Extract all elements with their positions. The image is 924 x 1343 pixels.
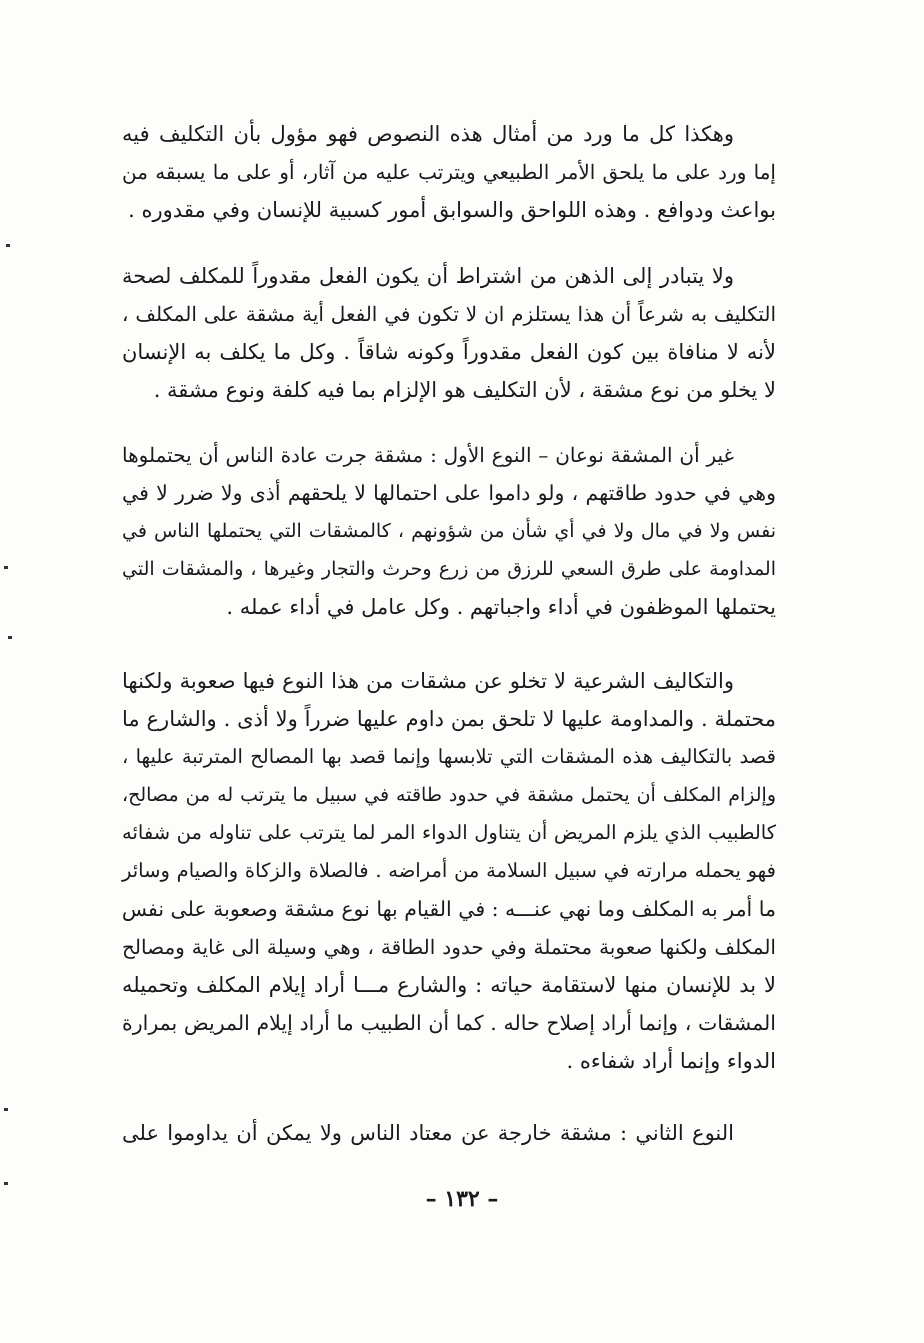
- text-line: فهو يحمله مرارته في سبيل السلامة من أمراضه . فالصلاة والزكاة والصيام وسائر: [122, 859, 776, 882]
- margin-speck: [4, 1108, 8, 1111]
- paragraph: [122, 257, 776, 409]
- text-line: بواعث ودوافع . وهذه اللواحق والسوابق أمور كسبية للإنسان وفي مقدوره .: [128, 198, 776, 222]
- text-line: والتكاليف الشرعية لا تخلو عن مشقات من هذا النوع فيها صعوبة ولكنها: [122, 669, 734, 693]
- text-line: نفس ولا في مال ولا في أي شأن من شؤونهم ، كالمشقات التي يحتملها الناس في: [122, 520, 776, 542]
- paragraph: [122, 436, 776, 626]
- margin-speck: [4, 1182, 8, 1185]
- margin-speck: [4, 566, 8, 569]
- text-line: وهكذا كل ما ورد من أمثال هذه النصوص فهو مؤول بأن التكليف فيه: [122, 122, 734, 146]
- margin-speck: [8, 636, 12, 639]
- text-line: ما أمر به المكلف وما نهي عنـــه : في القيام بها نوع مشقة وصعوبة على نفس: [121, 897, 776, 921]
- text-line: المداومة على طرق السعي للرزق من زرع وحرث والتجار وغيرها ، والمشقات التي: [122, 558, 776, 580]
- text-line: النوع الثاني : مشقة خارجة عن معتاد الناس ولا يمكن أن يداوموا على: [122, 1121, 734, 1145]
- text-line: محتملة . والمداومة عليها لا تلحق بمن داوم عليها ضرراً ولا أذى . والشارع ما: [122, 707, 776, 731]
- margin-speck: [6, 244, 10, 247]
- page-number: – ١٣٢ –: [425, 1186, 499, 1212]
- text-line: غير أن المشقة نوعان – النوع الأول : مشقة جرت عادة الناس أن يحتملوها: [122, 443, 734, 467]
- text-line: لا يخلو من نوع مشقة ، لأن التكليف هو الإلزام بما فيه كلفة ونوع مشقة .: [153, 378, 776, 402]
- text-line: لا بد للإنسان منها لاستقامة حياته : والشارع مـــا أراد إيلام المكلف وتحميله: [122, 973, 776, 997]
- text-line: الدواء وإنما أراد شفاءه .: [566, 1049, 776, 1073]
- text-line: كالطبيب الذي يلزم المريض أن يتناول الدواء المر لما يترتب على تناوله من شفائه: [122, 821, 776, 844]
- text-line: لأنه لا منافاة بين كون الفعل مقدوراً وكونه شاقاً . وكل ما يكلف به الإنسان: [122, 340, 776, 364]
- paragraph: [122, 662, 776, 1080]
- paragraph: [122, 1114, 776, 1152]
- text-line: يحتملها الموظفون في أداء واجباتهم . وكل عامل في أداء عمله .: [226, 595, 776, 619]
- text-line: وإلزام المكلف أن يحتمل مشقة في حدود طاقته في سبيل ما يترتب له من مصالح،: [122, 784, 776, 806]
- text-line: إما ورد على ما يلحق الأمر الطبيعي ويترتب عليه من آثار، أو على ما يسبقه من: [122, 160, 776, 184]
- text-line: المشقات ، وإنما أراد إصلاح حاله . كما أن الطبيب ما أراد إيلام المريض بمرارة: [122, 1011, 776, 1035]
- text-line: وهي في حدود طاقتهم ، ولو داموا على احتمالها لا يلحقهم أذى ولا ضرر لا في: [122, 481, 776, 505]
- text-line: المكلف ولكنها صعوبة محتملة وفي حدود الطاقة ، وهي وسيلة الى غاية ومصالح: [122, 935, 776, 959]
- text-line: قصد بالتكاليف هذه المشقات التي تلابسها وإنما قصد بها المصالح المترتبة عليها ،: [122, 745, 776, 768]
- text-line: ولا يتبادر إلى الذهن من اشتراط أن يكون الفعل مقدوراً للمكلف لصحة: [122, 264, 734, 288]
- text-line: التكليف به شرعاً أن هذا يستلزم ان لا تكون في الفعل أية مشقة على المكلف ،: [122, 302, 776, 326]
- paragraph: [122, 115, 776, 229]
